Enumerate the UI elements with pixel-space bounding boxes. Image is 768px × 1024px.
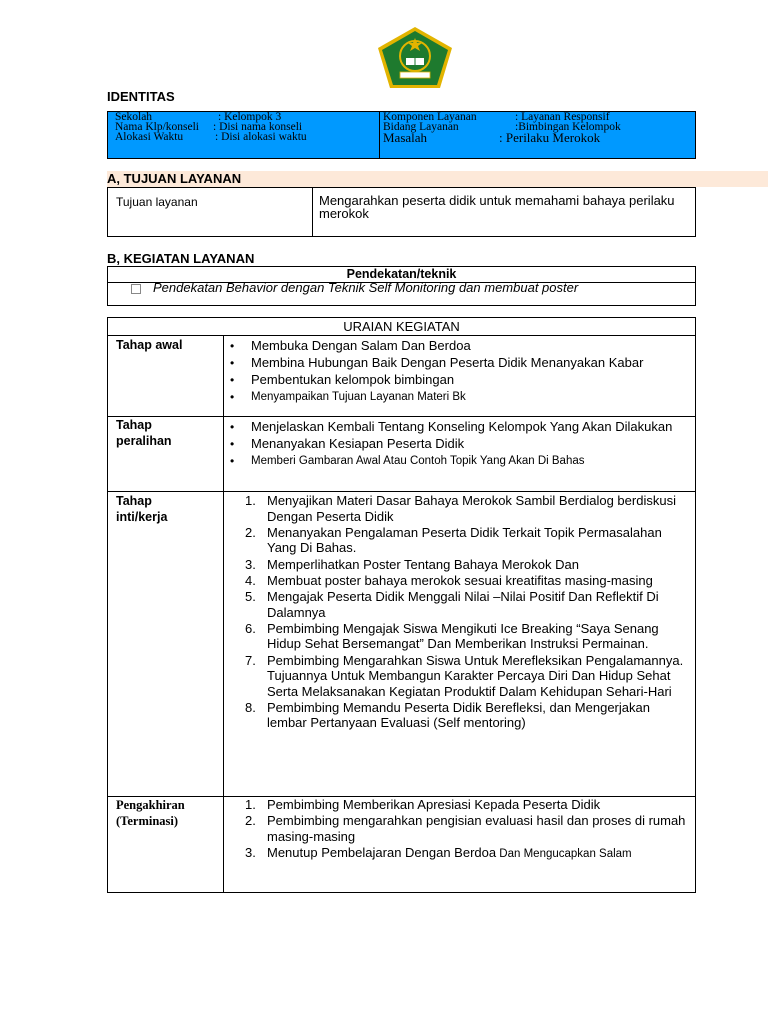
identitas-title: IDENTITAS [107, 89, 175, 104]
row-divider [108, 491, 695, 492]
list-item [230, 493, 690, 524]
item-number: 2. [245, 524, 256, 540]
tahap-inti-label: Tahap inti/kerja [116, 494, 168, 524]
list-item [230, 700, 690, 731]
item-text: Menyajikan Materi Dasar Bahaya Merokok Sambil Berdialog berdiskusi Dengan Peserta Didik [267, 493, 676, 524]
tujuan-table [107, 187, 696, 237]
ministry-logo [376, 26, 454, 90]
list-item: • Menanyakan Kesiapan Peserta Didik [230, 436, 690, 452]
list-item [230, 525, 690, 556]
identitas-label: Komponen Layanan [383, 111, 477, 123]
item-text: Pembimbing Mengarahkan Siswa Untuk Merefleksikan Pengalamannya. Tujuannya Untuk Membangun Karakter Percaya Diri Dan Hidup Sehat Serta Melaksanakan Kegiatan Produktif Dalam Kehidupan Sehari-Hari [267, 652, 684, 699]
row-divider [108, 416, 695, 417]
item-number: 6. [245, 620, 256, 636]
list-item [230, 845, 690, 863]
item-text: Pembimbing Memandu Peserta Didik Berefleksi, dan Mengerjakan lembar Pertanyaan Evaluasi (Self mentoring) [267, 699, 650, 731]
item-number: 5. [245, 588, 256, 604]
tujuan-title: A, TUJUAN LAYANAN [107, 171, 242, 186]
item-number: 4. [245, 572, 256, 588]
list-item [230, 797, 690, 813]
item-text: Membuat poster bahaya merokok sesuai kreatifitas masing-masing [267, 572, 653, 588]
kegiatan-title: B, KEGIATAN LAYANAN [107, 251, 255, 266]
item-number: 1. [245, 797, 256, 812]
identitas-label: Bidang Layanan [383, 121, 459, 133]
tujuan-text: Mengarahkan peserta didik untuk memahami bahaya perilaku merokok [319, 193, 675, 221]
identitas-label: Masalah [383, 130, 428, 145]
list-item [230, 557, 690, 573]
identitas-left [108, 112, 380, 158]
item-number: 3. [245, 844, 256, 860]
tahap-peralihan-list [230, 419, 690, 470]
item-text-tail: Dan Mengucapkan Salam [496, 847, 632, 860]
item-text: Memperlihatkan Poster Tentang Bahaya Merokok Dan [267, 556, 579, 572]
checkbox-icon [131, 284, 141, 294]
identitas-right [380, 112, 695, 158]
item-text: Pembimbing Memberikan Apresiasi Kepada Peserta Didik [267, 797, 601, 812]
pengakhiran-label: Pengakhiran (Terminasi) [116, 798, 185, 828]
list-item [230, 621, 690, 652]
list-item: • Membina Hubungan Baik Dengan Peserta Didik Menanyakan Kabar [230, 355, 690, 371]
item-text: Menutup Pembelajaran Dengan Berdoa [267, 844, 497, 860]
identitas-value: : Disi nama konseli [213, 121, 303, 133]
column-divider [223, 336, 224, 892]
item-text: Menanyakan Pengalaman Peserta Didik Terkait Topik Permasalahan Yang Di Bahas. [267, 524, 662, 556]
item-number: 3. [245, 556, 256, 572]
identitas-box [107, 111, 696, 159]
identitas-value: : Perilaku Merokok [499, 130, 601, 145]
tujuan-label: Tujuan layanan [116, 195, 198, 209]
identitas-label: Nama Klp/konseli [115, 121, 199, 133]
item-number: 2. [245, 813, 256, 829]
list-item: • Menjelaskan Kembali Tentang Konseling Kelompok Yang Akan Dilakukan [230, 419, 690, 435]
identitas-label: Alokasi Waktu [115, 131, 184, 143]
identitas-value: :Bimbingan Kelompok [515, 121, 621, 133]
identitas-label: Sekolah [115, 111, 153, 123]
list-item [230, 813, 690, 844]
list-item: • Membuka Dengan Salam Dan Berdoa [230, 338, 690, 354]
tahap-awal-list [230, 338, 690, 406]
pendekatan-item: Pendekatan Behavior dengan Teknik Self Monitoring dan membuat poster [153, 280, 579, 295]
list-item: • Pembentukan kelompok bimbingan [230, 372, 690, 388]
list-item [230, 589, 690, 620]
list-item: • Memberi Gambaran Awal Atau Contoh Topik Yang Akan Di Bahas [230, 453, 690, 469]
pendekatan-table [107, 266, 696, 306]
uraian-header: URAIAN KEGIATAN [108, 318, 695, 336]
tahap-inti-list [230, 493, 690, 732]
item-number: 7. [245, 652, 256, 668]
item-text: Pembimbing mengarahkan pengisian evaluasi hasil dan proses di rumah masing-masing [267, 813, 686, 844]
identitas-value: : Layanan Responsif [515, 111, 610, 123]
identitas-value: : Kelompok 3 [218, 111, 282, 123]
tahap-awal-label: Tahap awal [116, 338, 183, 352]
list-item [230, 573, 690, 589]
uraian-table [107, 317, 696, 893]
list-item: • Menyampaikan Tujuan Layanan Materi Bk [230, 389, 690, 405]
tahap-peralihan-label: Tahap peralihan [116, 418, 172, 448]
tujuan-divider [312, 188, 313, 236]
pengakhiran-list [230, 797, 690, 863]
item-number: 1. [245, 493, 256, 508]
pendekatan-header: Pendekatan/teknik [108, 267, 695, 283]
list-item [230, 653, 690, 700]
item-number: 8. [245, 699, 256, 715]
identitas-value: : Disi alokasi waktu [215, 131, 307, 143]
item-text: Mengajak Peserta Didik Menggali Nilai –Nilai Positif Dan Reflektif Di Dalamnya [267, 588, 659, 620]
item-text: Pembimbing Mengajak Siswa Mengikuti Ice Breaking “Saya Senang Hidup Sehat Bersemangat” Dan Memberikan Instruksi Permainan. [267, 620, 659, 652]
